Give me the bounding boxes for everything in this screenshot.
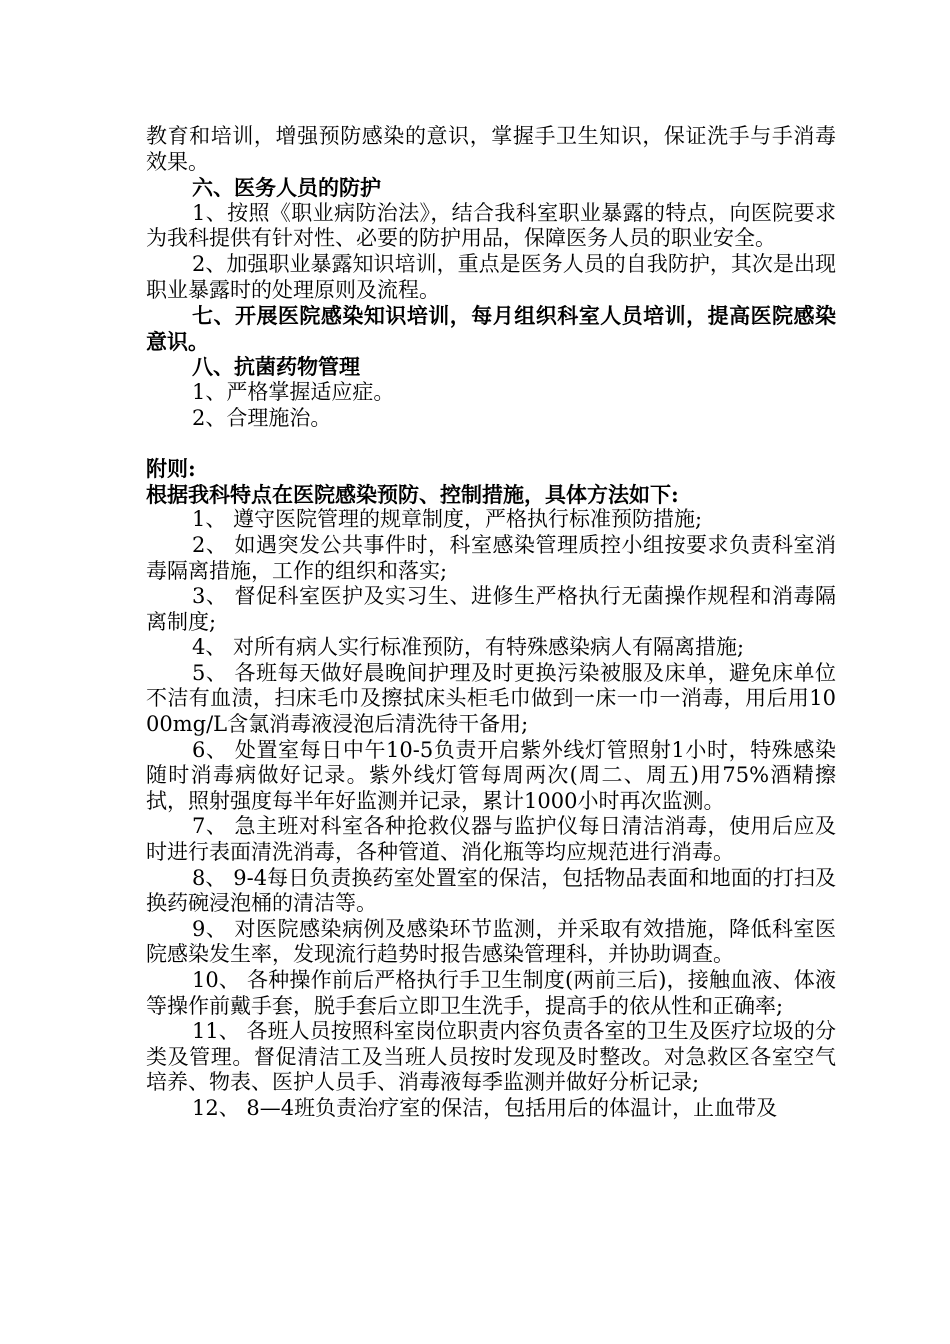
appendix-item-3: 3、 督促科室医护及实习生、进修生严格执行无菌操作规程和消毒隔离制度; xyxy=(146,584,836,634)
paragraph-spacer xyxy=(146,431,836,456)
paragraph-antibiotic-1: 1、严格掌握适应症。 xyxy=(192,379,395,404)
document-page xyxy=(146,124,836,1122)
paragraph-protection-1: 1、按照《职业病防治法》，结合我科室职业暴露的特点，向医院要求为我科提供有针对性、必要的防护用品，保障医务人员的职业安全。 xyxy=(146,200,836,251)
appendix-item-6: 6、 处置室每日中午10-5负责开启紫外线灯管照射1小时，特殊感染随时消毒病做好记录。紫外线灯管每周两次(周二、周五)用75%酒精擦拭，照射强度每半年好监测并记录，累计1000小时再次监测。 xyxy=(146,737,836,813)
appendix-item-8: 8、 9-4每日负责换药室处置室的保洁，包括物品表面和地面的打扫及换药碗浸泡桶的清洁等。 xyxy=(146,865,836,916)
appendix-item-2: 2、 如遇突发公共事件时，科室感染管理质控小组按要求负责科室消毒隔离措施，工作的组织和落实; xyxy=(146,532,836,583)
appendix-heading: 附则: xyxy=(146,456,196,482)
appendix-intro: 根据我科特点在医院感染预防、控制措施，具体方法如下: xyxy=(146,481,679,507)
appendix-item-7: 7、 急主班对科室各种抢救仪器与监护仪每日清洁消毒，使用后应及时进行表面清洗消毒，各种管道、消化瓶等均应规范进行消毒。 xyxy=(146,814,836,865)
appendix-item-4: 4、 对所有病人实行标准预防，有特殊感染病人有隔离措施; xyxy=(192,635,745,660)
paragraph-hygiene-training-continued: 教育和培训，增强预防感染的意识，掌握手卫生知识，保证洗手与手消毒效果。 xyxy=(146,124,836,174)
appendix-item-9: 9、 对医院感染病例及感染环节监测，并采取有效措施，降低科室医院感染发生率，发现流行趋势时报告感染管理科，并协助调查。 xyxy=(146,916,836,967)
section-heading-antibiotic-management: 八、抗菌药物管理 xyxy=(192,354,360,380)
paragraph-protection-2: 2、加强职业暴露知识培训，重点是医务人员的自我防护，其次是出现职业暴露时的处理原则及流程。 xyxy=(146,251,836,302)
appendix-item-10: 10、 各种操作前后严格执行手卫生制度(两前三后)，接触血液、体液等操作前戴手套，脱手套后立即卫生洗手，提高手的依从性和正确率; xyxy=(146,968,836,1018)
appendix-item-11: 11、 各班人员按照科室岗位职责内容负责各室的卫生及医疗垃圾的分类及管理。督促清洁工及当班人员按时发现及时整改。对急救区各室空气培养、物表、医护人员手、消毒液每季监测并做好分析记录; xyxy=(146,1019,836,1095)
paragraph-antibiotic-2: 2、合理施治。 xyxy=(192,405,332,430)
appendix-item-5: 5、 各班每天做好晨晚间护理及时更换污染被服及床单，避免床单位不洁有血渍，扫床毛巾及擦拭床头柜毛巾做到一床一巾一消毒，用后用1000mg/L含氯消毒液浸泡后清洗待干备用; xyxy=(146,660,836,737)
section-heading-infection-training: 七、开展医院感染知识培训，每月组织科室人员培训，提高医院感染意识。 xyxy=(146,303,836,354)
section-heading-staff-protection: 六、医务人员的防护 xyxy=(192,175,381,201)
appendix-item-12: 12、 8—4班负责治疗室的保洁，包括用后的体温计，止血带及 xyxy=(192,1095,778,1120)
appendix-item-1: 1、 遵守医院管理的规章制度，严格执行标准预防措施; xyxy=(192,507,703,532)
